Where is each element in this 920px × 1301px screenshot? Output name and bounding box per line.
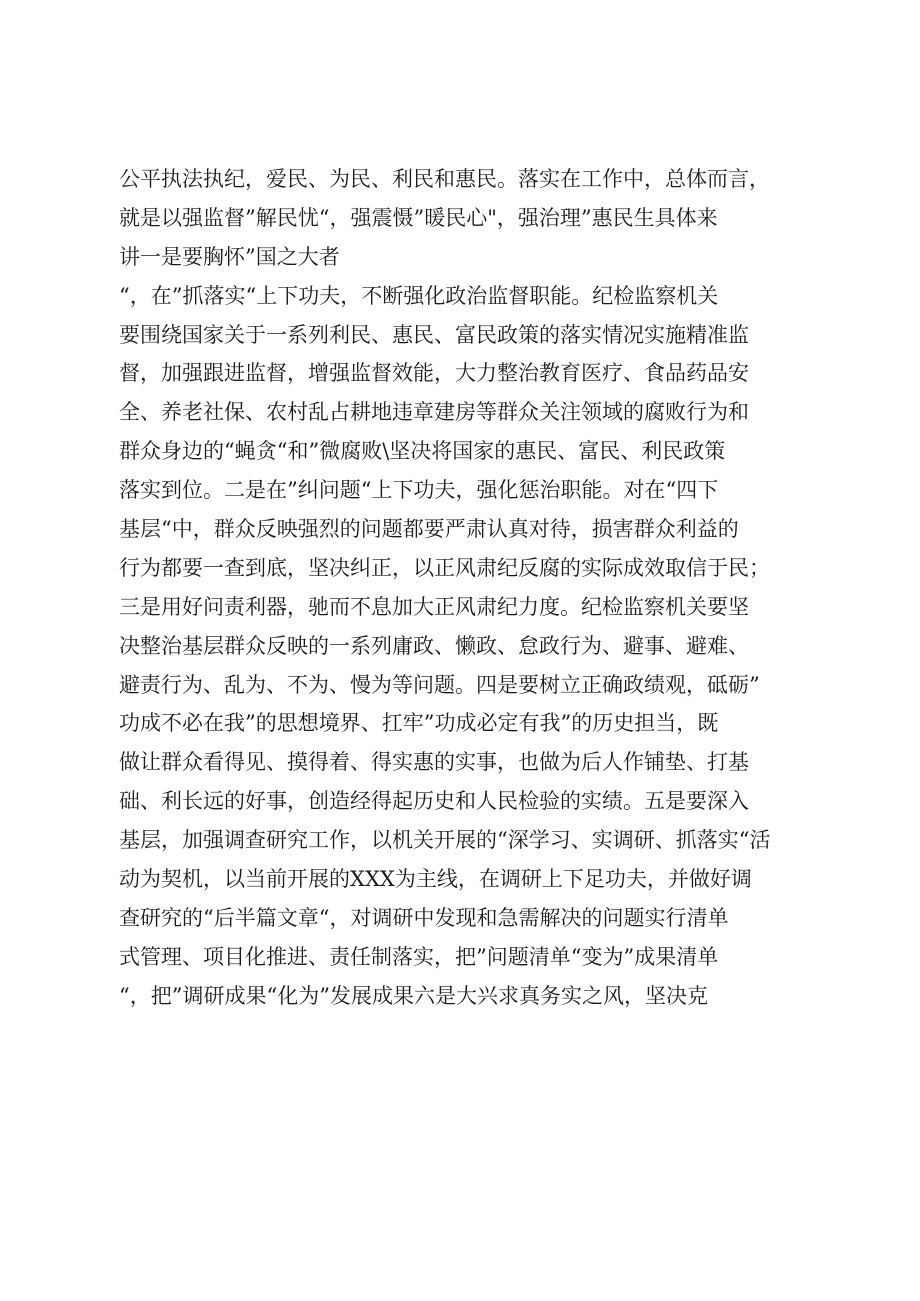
text-line: 基层“中，群众反映强烈的问题都要严肃认真对待，损害群众利益的 [119,517,739,542]
text-line: 就是以强监督”解民忧“，强震慑”暖民心"，强治理”惠民生具体来 [119,205,718,230]
text-line: 三是用好问责利器，驰而不息加大正风肃纪力度。纪检监察机关要坚 [119,594,749,619]
text-line: 查研究的“后半篇文章“，对调研中发现和急需解决的问题实行清单 [119,905,729,930]
text-line: 避责行为、乱为、不为、慢为等问题。四是要树立正确政绩观，砥砺” [119,672,760,697]
text-line: 公平执法执纪，爱民、为民、利民和惠民。落实在工作中，总体而言， [119,167,770,191]
text-line: 群众身边的“蝇贪“和”微腐败\坚决将国家的惠民、富民、利民政策 [119,439,726,464]
text-line: 功成不必在我”的思想境界、扛牢”功成必定有我”的历史担当，既 [119,711,719,736]
text-line: 落实到位。二是在”纠问题“上下功夫，强化惩治职能。对在“四下 [119,478,719,503]
text-line: 督，加强跟进监督，增强监督效能，大力整治教育医疗、食品药品安 [119,361,749,386]
text-line: 动为契机，以当前开展的XXX为主线，在调研上下足功夫，并做好调 [119,867,752,892]
text-line: 要围绕国家关于一系列利民、惠民、富民政策的落实情况实施精准监 [119,322,749,347]
text-line: 全、养老社保、农村乱占耕地违章建房等群众关注领域的腐败行为和 [119,400,749,425]
text-line: 行为都要一查到底，坚决纠正，以正风肃纪反腐的实际成效取信于民； [119,555,770,580]
text-line: 式管理、项目化推进、责任制落实，把”问题清单“变为”成果清单 [119,944,719,969]
text-line: 决整治基层群众反映的一系列庸政、懒政、怠政行为、避事、避难、 [119,633,749,658]
text-line: 基层，加强调查研究工作，以机关开展的“深学习、实调研、抓落实“活 [119,828,771,853]
text-line: “，把”调研成果“化为”发展成果六是大兴求真务实之风，坚决克 [119,983,708,1008]
text-line: 础、利长远的好事，创造经得起历史和人民检验的实绩。五是要深入 [119,789,749,814]
text-line: “，在”抓落实“上下功夫，不断强化政治监督职能。纪检监察机关 [119,283,719,308]
text-line: 做让群众看得见、摸得着、得实惠的实事，也做为后人作铺垫、打基 [119,750,749,775]
text-line: 讲一是要胸怀”国之大者 [119,244,340,269]
body-text [119,160,819,1016]
